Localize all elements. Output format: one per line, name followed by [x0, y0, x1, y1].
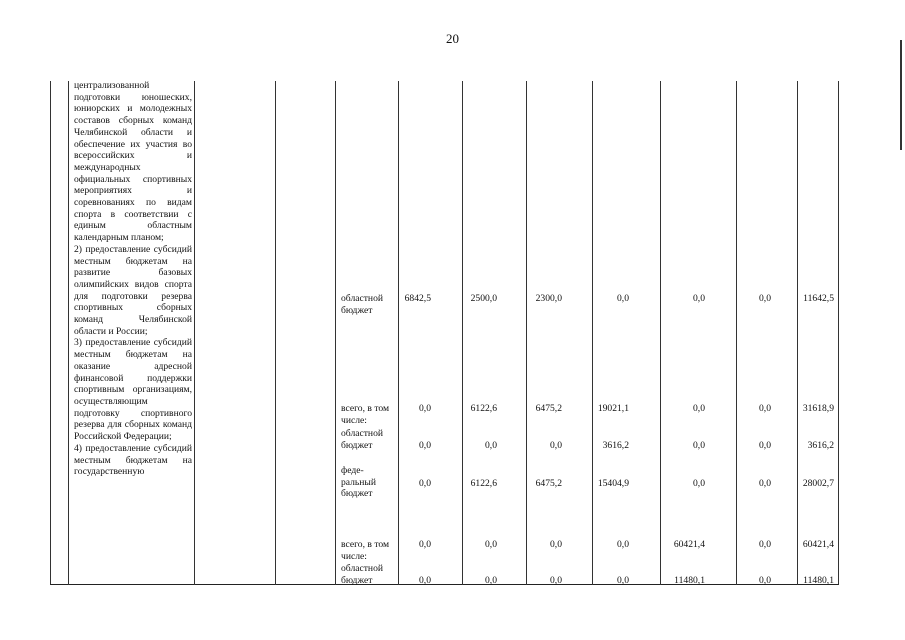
funding-source-line: всего, в том	[341, 539, 390, 550]
funding-source-line: областной	[341, 293, 384, 304]
amount-cell: 0,0	[419, 403, 431, 414]
amount-cell: 0,0	[617, 575, 629, 586]
amount-cell: 0,0	[485, 575, 497, 586]
description-paragraph: 2) предоставление субсидий местным бюджетам на развитие базовых олимпийских видов спорта для подготовки резерва спортивных сборных команд Челябинской области и России;	[74, 243, 192, 337]
column-divider	[660, 81, 661, 585]
page-number: 20	[446, 31, 459, 46]
amount-cell: 0,0	[693, 478, 705, 489]
amount-cell: 0,0	[759, 403, 771, 414]
description-paragraph: 3) предоставление субсидий местным бюджетам на оказание адресной финансовой поддержки спортивным организациям, осуществляющим подготовку спортивного резерва для сборных команд Российской Федерации;	[74, 337, 192, 443]
funding-source-line: областной	[341, 428, 384, 439]
column-divider	[526, 81, 527, 585]
amount-cell: 0,0	[485, 440, 497, 451]
amount-cell: 0,0	[617, 539, 629, 550]
amount-cell: 6475,2	[535, 478, 562, 489]
funding-source-line: бюджет	[341, 439, 373, 451]
column-divider	[592, 81, 593, 585]
amount-cell: 11480,1	[803, 575, 834, 586]
amount-cell: 2300,0	[535, 293, 562, 304]
amount-cell: 0,0	[419, 539, 431, 550]
amount-cell: 0,0	[759, 478, 771, 489]
amount-cell: 0,0	[485, 539, 497, 550]
column-divider	[736, 81, 737, 585]
amount-cell: 0,0	[617, 293, 629, 304]
amount-cell: 11480,1	[674, 575, 705, 586]
amount-cell: 0,0	[419, 440, 431, 451]
column-divider	[68, 81, 69, 585]
funding-source-line: феде-	[341, 465, 364, 476]
amount-cell: 2500,0	[470, 293, 497, 304]
scan-edge-mark	[900, 40, 902, 150]
funding-source-line: всего, в том	[341, 403, 390, 414]
column-divider	[275, 81, 276, 585]
amount-cell: 0,0	[419, 575, 431, 586]
amount-cell: 3616,2	[807, 440, 834, 451]
description-paragraph: централизованной подготовки юношеских, юниорских и молодежных составов сборных команд Челябинской области и обеспечение их участия во всероссийских и международных официальных спортивных мероприятиях и соревнованиях по видам спорта в соответствии с единым областным календарным планом;	[74, 80, 192, 244]
amount-cell: 0,0	[419, 478, 431, 489]
amount-cell: 0,0	[550, 575, 562, 586]
column-divider	[398, 81, 399, 585]
amount-cell: 31618,9	[802, 403, 834, 414]
measure-description	[74, 80, 192, 478]
column-divider	[797, 81, 798, 585]
amount-cell: 60421,4	[673, 539, 705, 550]
description-paragraph: 4) предоставление субсидий местным бюджетам на государственную	[74, 442, 192, 478]
amount-cell: 6475,2	[535, 403, 562, 414]
column-divider	[335, 81, 336, 585]
amount-cell: 60421,4	[802, 539, 834, 550]
amount-cell: 0,0	[550, 539, 562, 550]
amount-cell: 11642,5	[803, 293, 834, 304]
amount-cell: 0,0	[759, 293, 771, 304]
amount-cell: 3616,2	[602, 440, 629, 451]
funding-source-line: числе:	[341, 550, 367, 562]
amount-cell: 0,0	[693, 440, 705, 451]
funding-source-line: числе:	[341, 414, 367, 426]
amount-cell: 0,0	[693, 293, 705, 304]
amount-cell: 0,0	[759, 539, 771, 550]
amount-cell: 6842,5	[404, 293, 431, 304]
amount-cell: 6122,6	[470, 478, 497, 489]
amount-cell: 6122,6	[470, 403, 497, 414]
column-divider	[194, 81, 195, 585]
amount-cell: 0,0	[759, 575, 771, 586]
amount-cell: 0,0	[693, 403, 705, 414]
amount-cell: 28002,7	[802, 478, 834, 489]
funding-source-line: бюджет	[341, 488, 373, 500]
amount-cell: 19021,1	[597, 403, 629, 414]
column-divider	[462, 81, 463, 585]
amount-cell: 0,0	[759, 440, 771, 451]
funding-source-line: бюджет	[341, 304, 373, 316]
funding-source-line: ральный	[341, 476, 377, 488]
funding-source-line: областной	[341, 563, 384, 574]
amount-cell: 15404,9	[597, 478, 629, 489]
amount-cell: 0,0	[550, 440, 562, 451]
funding-source-line: бюджет	[341, 574, 373, 586]
